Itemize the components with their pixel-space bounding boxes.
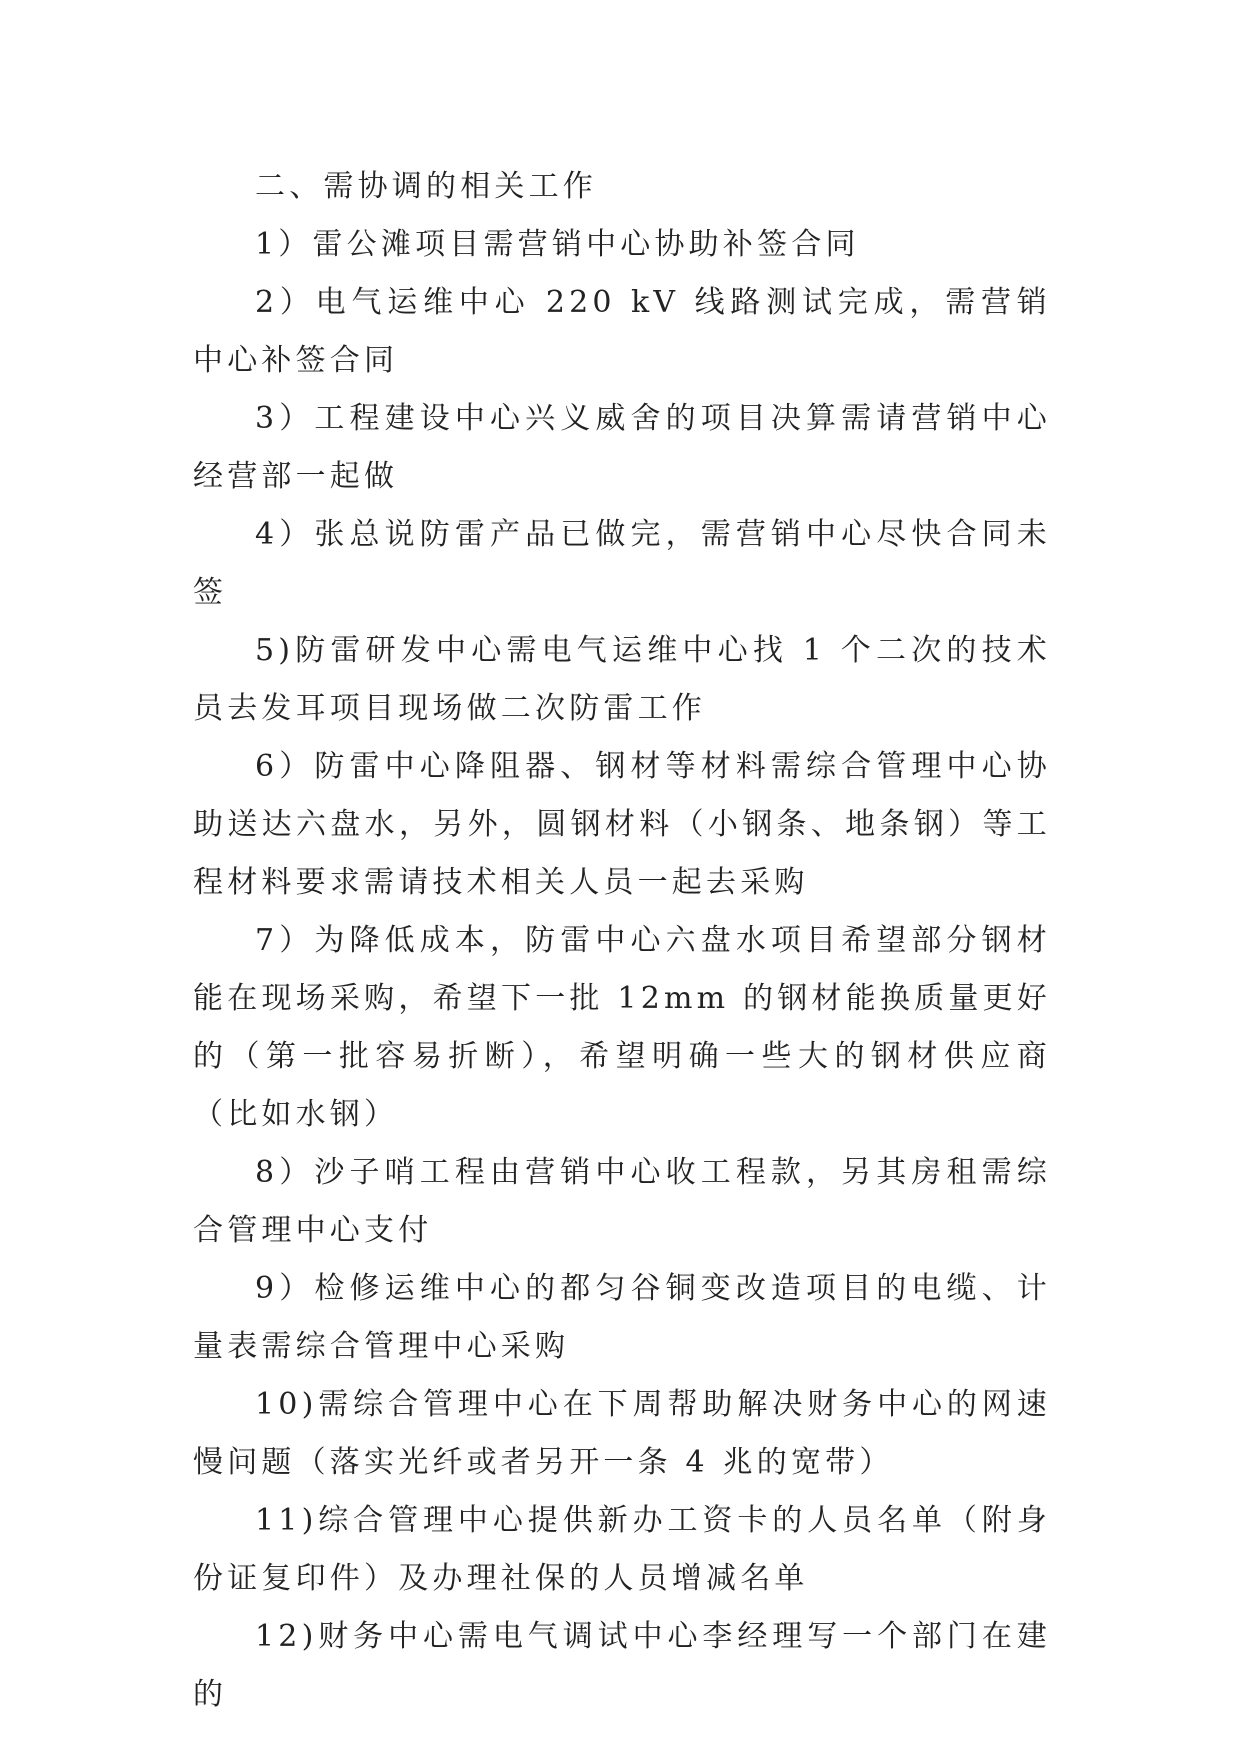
list-item: 1）雷公滩项目需营销中心协助补签合同 <box>255 227 860 262</box>
list-item: 9）检修运维中心的都匀谷铜变改造项目的电缆、计量表需综合管理中心采购 <box>193 1271 1051 1364</box>
list-item: 2）电气运维中心 220 kV 线路测试完成，需营销中心补签合同 <box>193 285 1051 378</box>
list-item: 8）沙子哨工程由营销中心收工程款，另其房租需综合管理中心支付 <box>193 1155 1051 1248</box>
list-item: 11)综合管理中心提供新办工资卡的人员名单（附身份证复印件）及办理社保的人员增减名单 <box>193 1503 1051 1596</box>
section-heading: 二、需协调的相关工作 <box>255 169 597 204</box>
list-item: 5)防雷研发中心需电气运维中心找 1 个二次的技术员去发耳项目现场做二次防雷工作 <box>193 633 1051 726</box>
list-item: 4）张总说防雷产品已做完，需营销中心尽快合同未签 <box>193 517 1051 610</box>
list-item: 6）防雷中心降阻器、钢材等材料需综合管理中心协助送达六盘水，另外，圆钢材料（小钢条、地条钢）等工程材料要求需请技术相关人员一起去采购 <box>193 749 1051 900</box>
document-body <box>193 158 1051 1724</box>
list-item: 3）工程建设中心兴义威舍的项目决算需请营销中心经营部一起做 <box>193 401 1051 494</box>
list-item: 10)需综合管理中心在下周帮助解决财务中心的网速慢问题（落实光纤或者另开一条 4 兆的宽带） <box>193 1387 1051 1480</box>
list-item: 12)财务中心需电气调试中心李经理写一个部门在建的 <box>193 1619 1051 1712</box>
list-item: 7）为降低成本，防雷中心六盘水项目希望部分钢材能在现场采购，希望下一批 12mm 的钢材能换质量更好的（第一批容易折断），希望明确一些大的钢材供应商（比如水钢） <box>193 923 1051 1132</box>
